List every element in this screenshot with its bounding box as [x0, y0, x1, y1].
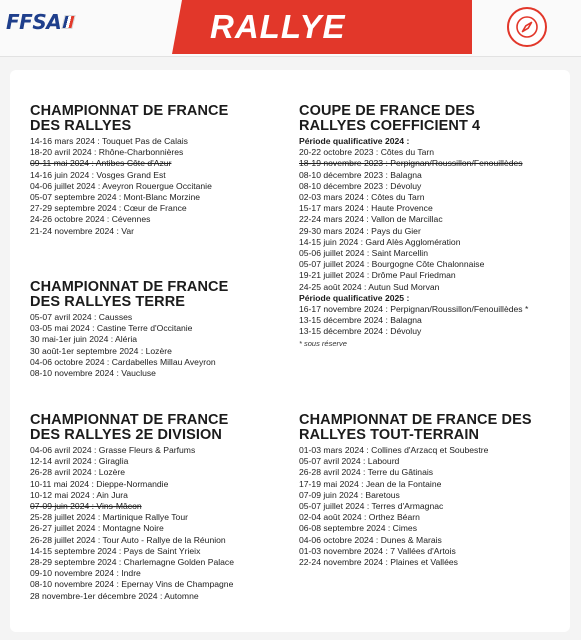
event-item: 17-19 mai 2024 : Jean de la Fontaine [299, 478, 442, 489]
event-item: 04-06 juillet 2024 : Aveyron Rouergue Occitanie [30, 180, 212, 191]
event-item: 07-09 juin 2024 : Baretous [299, 489, 400, 500]
compass-icon[interactable] [507, 7, 547, 47]
ffsa-logo[interactable] [6, 10, 74, 34]
event-item: 25-28 juillet 2024 : Martinique Rallye Tour [30, 512, 188, 523]
event-item: 05-07 avril 2024 : Causses [30, 312, 133, 322]
event-item: 08-10 novembre 2024 : Epernay Vins de Champagne [30, 579, 234, 590]
event-item: 20-22 octobre 2023 : Côtes du Tarn [299, 147, 435, 158]
event-item-cancelled: 09-11 mai 2024 : Antibes Côte d'Azur [30, 158, 172, 169]
event-item: 22-24 mars 2024 : Vallon de Marcillac [299, 214, 443, 225]
event-item: 13-15 décembre 2024 : Balagna [299, 315, 422, 326]
event-item: 21-24 novembre 2024 : Var [30, 225, 134, 236]
event-item: 24-26 octobre 2024 : Cévennes [30, 214, 151, 225]
event-item: 08-10 décembre 2023 : Dévoluy [299, 180, 422, 191]
period-label: Période qualificative 2025 : [299, 292, 410, 303]
event-item: 05-07 juillet 2024 : Bourgogne Côte Chalonnaise [299, 259, 485, 270]
page-title: RALLYE [210, 8, 346, 45]
event-item: 12-14 avril 2024 : Giraglia [30, 456, 129, 467]
section-rallyes-2e-division [30, 413, 290, 602]
event-item: 03-05 mai 2024 : Castine Terre d'Occitanie [30, 323, 193, 334]
event-item: 06-08 septembre 2024 : Cimes [299, 523, 417, 534]
event-item: 02-03 mars 2024 : Côtes du Tarn [299, 192, 425, 203]
event-item: 29-30 mars 2024 : Pays du Gier [299, 225, 421, 236]
event-item: 05-07 septembre 2024 : Mont-Blanc Morzine [30, 192, 201, 203]
event-item: 22-24 novembre 2024 : Plaines et Vallées [299, 557, 458, 568]
event-item: 05-07 avril 2024 : Labourd [299, 456, 400, 467]
event-item: 10-11 mai 2024 : Dieppe-Normandie [30, 478, 169, 489]
section-coupe-de-france [299, 104, 571, 349]
event-item: 04-06 octobre 2024 : Dunes & Marais [299, 534, 442, 545]
event-item: 27-29 septembre 2024 : Cœur de France [30, 203, 187, 214]
event-item: 08-10 décembre 2023 : Balagna [299, 169, 422, 180]
event-item: 24-25 août 2024 : Autun Sud Morvan [299, 281, 440, 292]
section-title: CHAMPIONNAT DE FRANCE DES RALLYES TERRE [30, 279, 229, 310]
period-label: Période qualificative 2024 : [299, 136, 410, 146]
section-championnat-rallyes [30, 104, 280, 237]
event-item: 30 mai-1er juin 2024 : Aléria [30, 334, 138, 345]
event-item: 18-20 avril 2024 : Rhône-Charbonnières [30, 147, 184, 158]
section-title: COUPE DE FRANCE DES RALLYES COEFFICIENT 4 [299, 103, 481, 134]
section-rallyes-terre [30, 280, 280, 379]
header-divider [0, 56, 581, 57]
event-item: 14-15 septembre 2024 : Pays de Saint Yrieix [30, 545, 201, 556]
footnote: * sous réserve [299, 338, 347, 348]
event-item: 08-10 novembre 2024 : Vaucluse [30, 368, 156, 379]
section-title: CHAMPIONNAT DE FRANCE DES RALLYES TOUT-TERRAIN [299, 412, 532, 443]
event-item: 26-27 juillet 2024 : Montagne Noire [30, 523, 164, 534]
event-item: 19-21 juillet 2024 : Drôme Paul Friedman [299, 270, 456, 281]
event-item: 14-15 juin 2024 : Gard Alès Agglomération [299, 236, 461, 247]
event-item: 02-04 août 2024 : Orthez Béarn [299, 512, 420, 523]
event-item: 26-28 avril 2024 : Lozère [30, 467, 126, 478]
event-item: 15-17 mars 2024 : Haute Provence [299, 203, 433, 214]
event-item: 14-16 juin 2024 : Vosges Grand Est [30, 169, 166, 180]
french-flag-icon [61, 15, 75, 29]
event-item: 05-07 juillet 2024 : Terres d'Armagnac [299, 501, 444, 512]
event-item: 04-06 octobre 2024 : Cardabelles Millau Aveyron [30, 356, 216, 367]
section-rallyes-tout-terrain [299, 413, 571, 568]
app-header [0, 0, 581, 56]
event-item: 28-29 septembre 2024 : Charlemagne Golden Palace [30, 557, 234, 568]
event-item: 01-03 novembre 2024 : 7 Vallées d'Artois [299, 545, 456, 556]
event-item: 26-28 avril 2024 : Terre du Gâtinais [299, 467, 434, 478]
event-item: 10-12 mai 2024 : Ain Jura [30, 489, 128, 500]
section-title: CHAMPIONNAT DE FRANCE DES RALLYES 2E DIVISION [30, 412, 229, 443]
event-item: 14-16 mars 2024 : Touquet Pas de Calais [30, 136, 188, 146]
event-item: 26-28 juillet 2024 : Tour Auto - Rallye de la Réunion [30, 534, 226, 545]
event-item: 13-15 décembre 2024 : Dévoluy [299, 326, 422, 337]
event-item: 01-03 mars 2024 : Collines d'Arzacq et Soubestre [299, 445, 489, 455]
logo-text: FFSA [6, 10, 62, 34]
event-item-cancelled: 18-19 novembre 2023 : Perpignan/Roussillon/Fenouillèdes [299, 158, 523, 169]
event-item: 09-10 novembre 2024 : Indre [30, 568, 141, 579]
event-item-cancelled: 07-09 juin 2024 : Vins-Mâcon [30, 501, 142, 512]
section-title: CHAMPIONNAT DE FRANCE DES RALLYES [30, 103, 229, 134]
event-item: 04-06 avril 2024 : Grasse Fleurs & Parfums [30, 445, 196, 455]
event-item: 05-06 juillet 2024 : Saint Marcellin [299, 248, 428, 259]
event-item: 16-17 novembre 2024 : Perpignan/Roussillon/Fenouillèdes * [299, 304, 529, 315]
event-item: 30 août-1er septembre 2024 : Lozère [30, 345, 172, 356]
compass-needle-icon [515, 15, 539, 39]
event-item: 28 novembre-1er décembre 2024 : Automne [30, 590, 199, 601]
